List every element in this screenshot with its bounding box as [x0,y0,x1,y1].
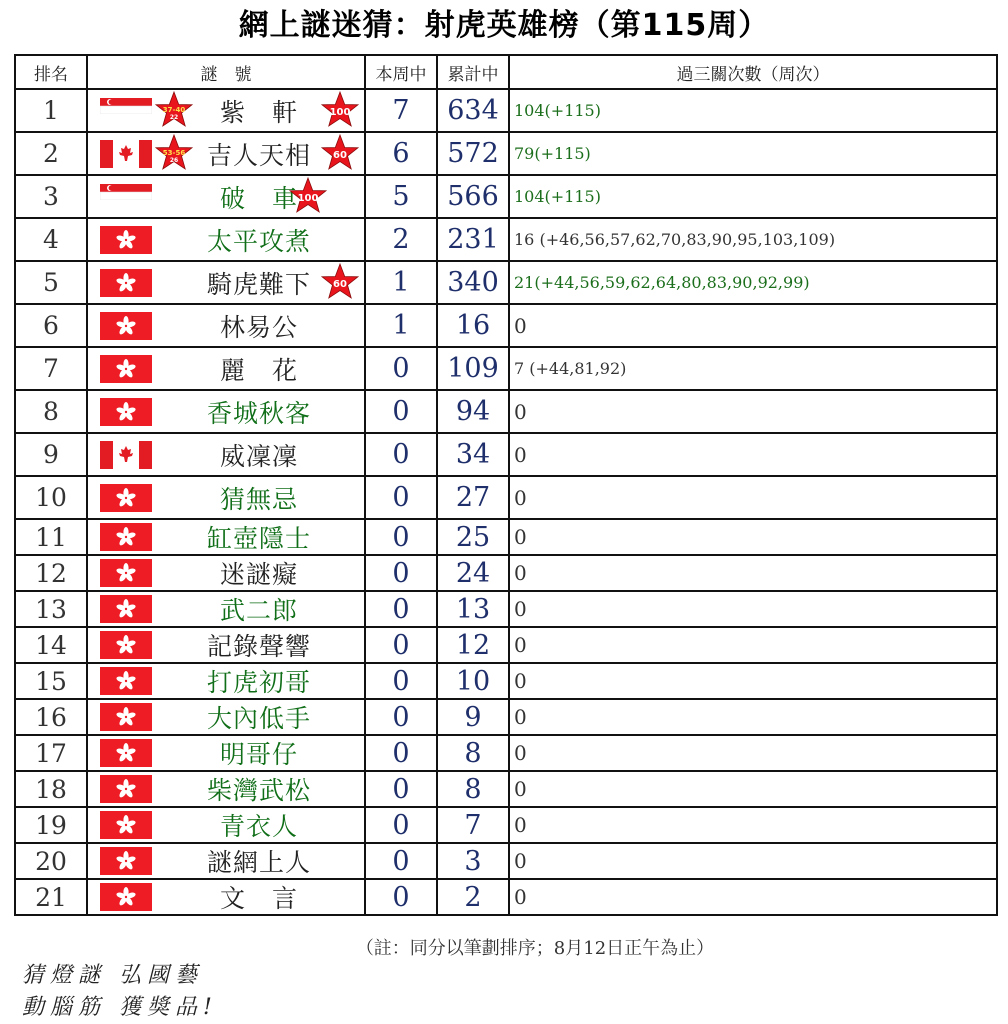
hong-kong-flag-icon [100,312,152,340]
player-cell [87,261,365,304]
star-badge-icon [320,134,360,174]
player-name: 青衣人 [219,812,298,841]
table-row [15,843,997,879]
player-name: 明哥仔 [219,740,298,769]
table-row [15,699,997,735]
star-badge-icon [320,263,360,303]
rank-cell: 12 [15,555,87,591]
star-badge-label: 26 [169,156,179,164]
star-badge-icon [288,177,328,217]
hong-kong-flag-icon [100,595,152,623]
history-cell: 0 [509,879,997,915]
header-history: 過三關次數（周次） [509,55,997,89]
total-cell: 2 [437,879,509,915]
history-cell: 104(+115) [509,89,997,132]
player-cell [87,879,365,915]
player-name: 吉人天相 [206,140,311,170]
history-cell: 79(+115) [509,132,997,175]
canada-flag-icon [100,140,152,168]
this-week-cell: 0 [365,627,437,663]
player-name: 文 言 [219,884,298,913]
total-cell: 13 [437,591,509,627]
table-row [15,807,997,843]
rank-cell: 7 [15,347,87,390]
hong-kong-flag-icon [100,739,152,767]
total-cell: 231 [437,218,509,261]
table-row [15,132,997,175]
player-name: 謎網上人 [206,848,311,877]
this-week-cell: 0 [365,843,437,879]
total-cell: 109 [437,347,509,390]
star-badge-label: 100 [329,106,351,118]
history-cell: 0 [509,807,997,843]
rank-cell: 9 [15,433,87,476]
hong-kong-flag-icon [100,269,152,297]
total-cell: 340 [437,261,509,304]
this-week-cell: 0 [365,699,437,735]
total-cell: 94 [437,390,509,433]
total-cell: 7 [437,807,509,843]
history-cell: 0 [509,735,997,771]
player-name: 迷謎癡 [219,560,298,589]
history-cell: 0 [509,476,997,519]
player-cell [87,175,365,218]
rank-cell: 5 [15,261,87,304]
player-cell [87,519,365,555]
rank-cell: 21 [15,879,87,915]
history-cell: 0 [509,591,997,627]
total-cell: 8 [437,735,509,771]
rank-cell: 15 [15,663,87,699]
history-cell: 7 (+44,81,92) [509,347,997,390]
history-cell: 0 [509,555,997,591]
this-week-cell: 0 [365,433,437,476]
star-badge-label: 53-56 [162,148,186,157]
player-name: 缸壺隱士 [206,524,311,553]
table-row [15,390,997,433]
total-cell: 24 [437,555,509,591]
header-name: 謎 號 [87,55,365,89]
rank-cell: 10 [15,476,87,519]
this-week-cell: 1 [365,261,437,304]
player-name: 騎虎難下 [206,269,311,299]
this-week-cell: 0 [365,735,437,771]
this-week-cell: 0 [365,476,437,519]
player-name: 記錄聲響 [206,632,311,661]
hong-kong-flag-icon [100,703,152,731]
hong-kong-flag-icon [100,847,152,875]
rank-cell: 18 [15,771,87,807]
player-cell [87,390,365,433]
table-row [15,433,997,476]
star-badge-icon [154,134,194,174]
header-total: 累計中 [437,55,509,89]
rank-cell: 1 [15,89,87,132]
hong-kong-flag-icon [100,559,152,587]
total-cell: 3 [437,843,509,879]
history-cell: 104(+115) [509,175,997,218]
leaderboard-table [14,54,998,916]
total-cell: 566 [437,175,509,218]
history-cell: 0 [509,663,997,699]
rank-cell: 8 [15,390,87,433]
player-cell [87,433,365,476]
history-cell: 0 [509,843,997,879]
this-week-cell: 6 [365,132,437,175]
singapore-flag-icon [100,184,152,200]
rank-cell: 11 [15,519,87,555]
player-cell [87,89,365,132]
player-name: 林易公 [219,312,298,342]
header-this-week: 本周中 [365,55,437,89]
table-row [15,175,997,218]
player-name: 大內低手 [206,704,311,733]
player-cell [87,347,365,390]
this-week-cell: 2 [365,218,437,261]
player-cell [87,663,365,699]
rank-cell: 2 [15,132,87,175]
rank-cell: 17 [15,735,87,771]
player-cell [87,843,365,879]
player-cell [87,555,365,591]
history-cell: 16 (+46,56,57,62,70,83,90,95,103,109) [509,218,997,261]
total-cell: 25 [437,519,509,555]
rank-cell: 13 [15,591,87,627]
total-cell: 572 [437,132,509,175]
player-name: 太平攻煮 [206,226,311,256]
player-name: 麗 花 [219,355,298,385]
table-row [15,476,997,519]
table-row [15,519,997,555]
star-badge-label: 37-40 [162,105,186,114]
page-title: 網上謎迷猜：射虎英雄榜（第115周） [238,8,770,43]
table-row [15,663,997,699]
player-name: 柴灣武松 [206,776,311,805]
slogan-line-1: 猜燈謎 弘國藝 [22,963,203,988]
this-week-cell: 0 [365,771,437,807]
rank-cell: 20 [15,843,87,879]
rank-cell: 4 [15,218,87,261]
history-cell: 0 [509,627,997,663]
this-week-cell: 0 [365,555,437,591]
hong-kong-flag-icon [100,226,152,254]
player-name: 打虎初哥 [206,668,311,697]
player-cell [87,735,365,771]
star-badge-label: 60 [333,149,347,161]
history-cell: 0 [509,390,997,433]
table-row [15,627,997,663]
hong-kong-flag-icon [100,398,152,426]
player-cell [87,218,365,261]
table-row [15,218,997,261]
star-badge-label: 100 [297,192,319,204]
total-cell: 27 [437,476,509,519]
table-row [15,879,997,915]
player-name: 猜無忌 [219,484,298,514]
history-cell: 0 [509,771,997,807]
table-row [15,591,997,627]
hong-kong-flag-icon [100,631,152,659]
total-cell: 634 [437,89,509,132]
this-week-cell: 0 [365,390,437,433]
player-cell [87,807,365,843]
player-cell [87,699,365,735]
this-week-cell: 0 [365,591,437,627]
this-week-cell: 0 [365,879,437,915]
player-name: 威凜凜 [219,441,298,471]
history-cell: 21(+44,56,59,62,64,80,83,90,92,99) [509,261,997,304]
table-row [15,304,997,347]
player-cell [87,771,365,807]
total-cell: 34 [437,433,509,476]
hong-kong-flag-icon [100,523,152,551]
hong-kong-flag-icon [100,667,152,695]
table-row [15,735,997,771]
table-row [15,261,997,304]
canada-flag-icon [100,441,152,469]
player-name: 破 車 [219,183,298,213]
hong-kong-flag-icon [100,355,152,383]
header-rank: 排名 [15,55,87,89]
player-cell [87,591,365,627]
rank-cell: 14 [15,627,87,663]
history-cell: 0 [509,699,997,735]
total-cell: 9 [437,699,509,735]
history-cell: 0 [509,304,997,347]
star-badge-icon [320,91,360,131]
star-badge-icon [154,91,194,131]
rank-cell: 6 [15,304,87,347]
this-week-cell: 0 [365,347,437,390]
total-cell: 12 [437,627,509,663]
star-badge-label: 60 [333,278,347,290]
player-cell [87,304,365,347]
this-week-cell: 1 [365,304,437,347]
star-badge-label: 22 [169,113,179,121]
player-name: 武二郎 [219,596,298,625]
slogan-line-2: 動腦筋 獲獎品! [22,995,218,1020]
player-cell [87,627,365,663]
player-cell [87,476,365,519]
this-week-cell: 0 [365,807,437,843]
history-cell: 0 [509,519,997,555]
this-week-cell: 5 [365,175,437,218]
player-name: 紫 軒 [219,97,298,127]
this-week-cell: 7 [365,89,437,132]
hong-kong-flag-icon [100,883,152,911]
total-cell: 8 [437,771,509,807]
hong-kong-flag-icon [100,811,152,839]
header-row [15,55,997,89]
rank-cell: 19 [15,807,87,843]
table-row [15,555,997,591]
footnote: （註：同分以筆劃排序；8月12日正午為止） [355,938,715,959]
table-row [15,347,997,390]
hong-kong-flag-icon [100,775,152,803]
table-row [15,89,997,132]
rank-cell: 16 [15,699,87,735]
hong-kong-flag-icon [100,484,152,512]
this-week-cell: 0 [365,663,437,699]
total-cell: 16 [437,304,509,347]
rank-cell: 3 [15,175,87,218]
player-name: 香城秋客 [206,398,311,428]
singapore-flag-icon [100,98,152,114]
player-cell [87,132,365,175]
total-cell: 10 [437,663,509,699]
history-cell: 0 [509,433,997,476]
this-week-cell: 0 [365,519,437,555]
table-row [15,771,997,807]
